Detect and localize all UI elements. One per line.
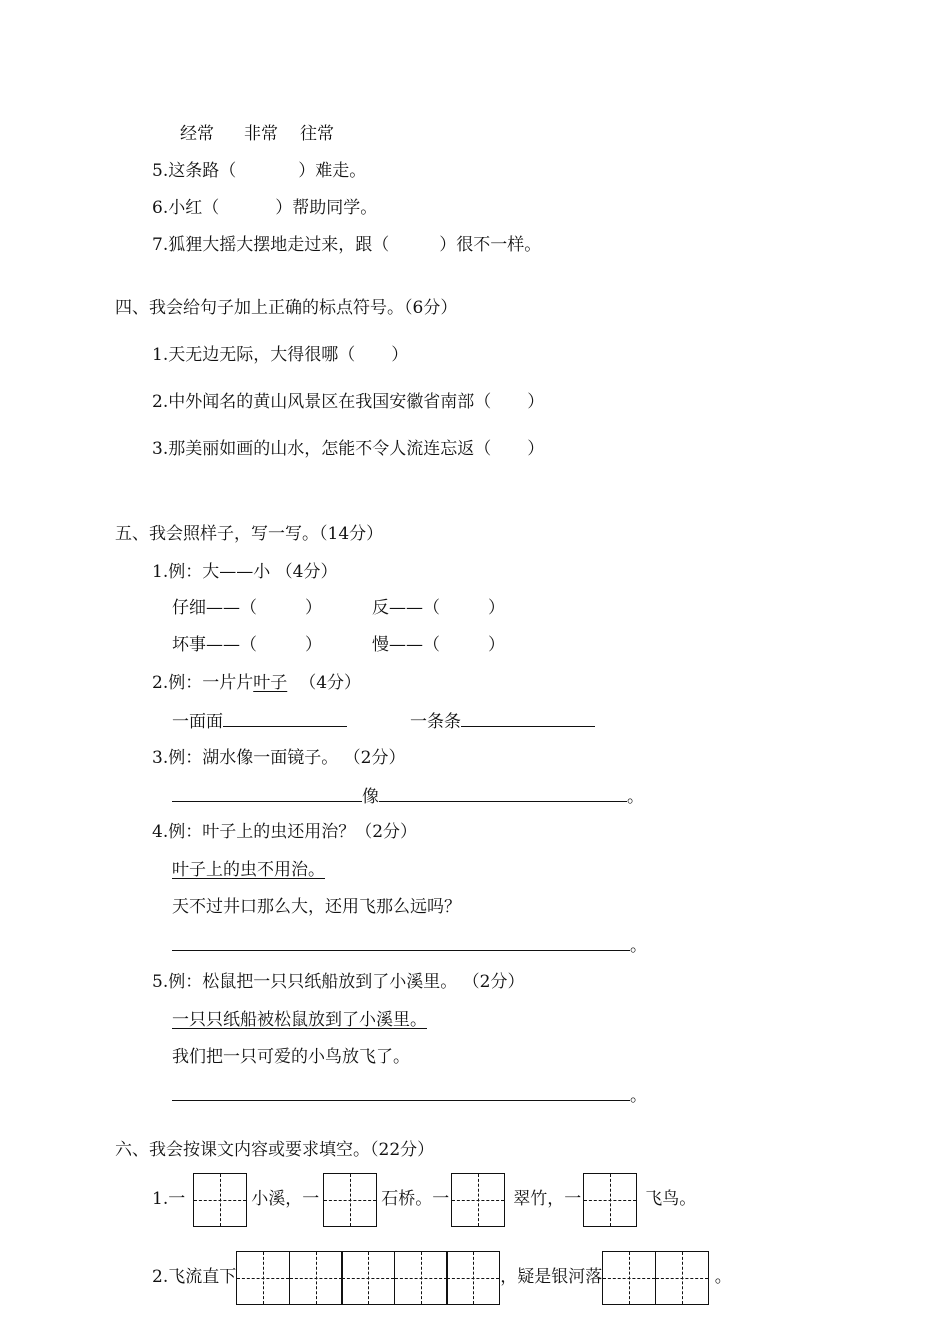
underlined-example: 叶子 [253, 673, 288, 693]
question-item: 3.那美丽如画的山水，怎能不令人流连忘返（ ） [152, 439, 545, 459]
tian-grid-box[interactable] [602, 1251, 656, 1305]
tian-grid-box[interactable] [655, 1251, 709, 1305]
fill-item: 像 。 [172, 785, 644, 808]
answer-line[interactable] [461, 710, 595, 727]
tian-grid-box[interactable] [394, 1251, 448, 1305]
tian-grid-box[interactable] [323, 1173, 377, 1227]
prompt-sentence: 天不过井口那么大，还用飞那么远吗？ [172, 897, 461, 917]
tian-grid-row [236, 1251, 500, 1305]
answer-line[interactable] [172, 1084, 630, 1101]
word-option: 非常 [244, 124, 278, 144]
tian-grid-row [602, 1251, 709, 1305]
antonym-item: 仔细——（ ） [172, 598, 322, 618]
antonym-item: 慢——（ ） [372, 635, 505, 655]
answer-line[interactable] [379, 785, 627, 802]
example-line: 1.例：大——小 （4分） [152, 562, 338, 582]
section-heading: 六、我会按课文内容或要求填空。（22分） [115, 1140, 435, 1160]
section-heading: 四、我会给句子加上正确的标点符号。（6分） [115, 298, 458, 318]
fill-item: 一条条 [410, 710, 595, 733]
question-item: 5.这条路（ ）难走。 [152, 161, 367, 181]
section-heading: 五、我会照样子，写一写。（14分） [115, 524, 384, 544]
question-item: 6.小红（ ）帮助同学。 [152, 198, 378, 218]
example-answer: 叶子上的虫不用治。 [172, 860, 325, 880]
example-line: 3.例：湖水像一面镜子。 （2分） [152, 748, 406, 768]
word-option: 往常 [300, 124, 334, 144]
answer-line[interactable] [172, 785, 362, 802]
antonym-item: 坏事——（ ） [172, 635, 322, 655]
word-options [180, 123, 334, 145]
fill-item: 一面面 [172, 710, 347, 733]
fill-item: 。 [172, 934, 647, 957]
question-item: 7.狐狸大摇大摆地走过来，跟（ ）很不一样。 [152, 235, 542, 255]
fill-item: 。 [172, 1084, 647, 1107]
fill-item: 2.飞流直下 ，疑是银河落 。 [152, 1248, 732, 1306]
tian-grid-box[interactable] [236, 1251, 290, 1305]
tian-grid-box[interactable] [583, 1173, 637, 1227]
question-item: 1.天无边无际，大得很哪（ ） [152, 345, 409, 365]
tian-grid-box[interactable] [289, 1251, 343, 1305]
tian-grid-box[interactable] [193, 1173, 247, 1227]
tian-grid-box[interactable] [446, 1251, 500, 1305]
example-line: 4.例：叶子上的虫还用治？（2分） [152, 822, 418, 842]
prompt-sentence: 我们把一只可爱的小鸟放飞了。 [172, 1047, 410, 1067]
answer-line[interactable] [223, 710, 347, 727]
example-line: 2.例：一片片叶子 （4分） [152, 673, 362, 693]
example-line: 5.例：松鼠把一只只纸船放到了小溪里。 （2分） [152, 972, 525, 992]
tian-grid-box[interactable] [451, 1173, 505, 1227]
word-option: 经常 [180, 124, 214, 144]
answer-line[interactable] [172, 934, 630, 951]
tian-grid-box[interactable] [341, 1251, 395, 1305]
fill-item: 1.一 小溪，一 石桥。一 翠竹，一 飞鸟。 [152, 1171, 696, 1227]
example-answer: 一只只纸船被松鼠放到了小溪里。 [172, 1010, 427, 1030]
question-item: 2.中外闻名的黄山风景区在我国安徽省南部（ ） [152, 392, 545, 412]
antonym-item: 反——（ ） [372, 598, 505, 618]
